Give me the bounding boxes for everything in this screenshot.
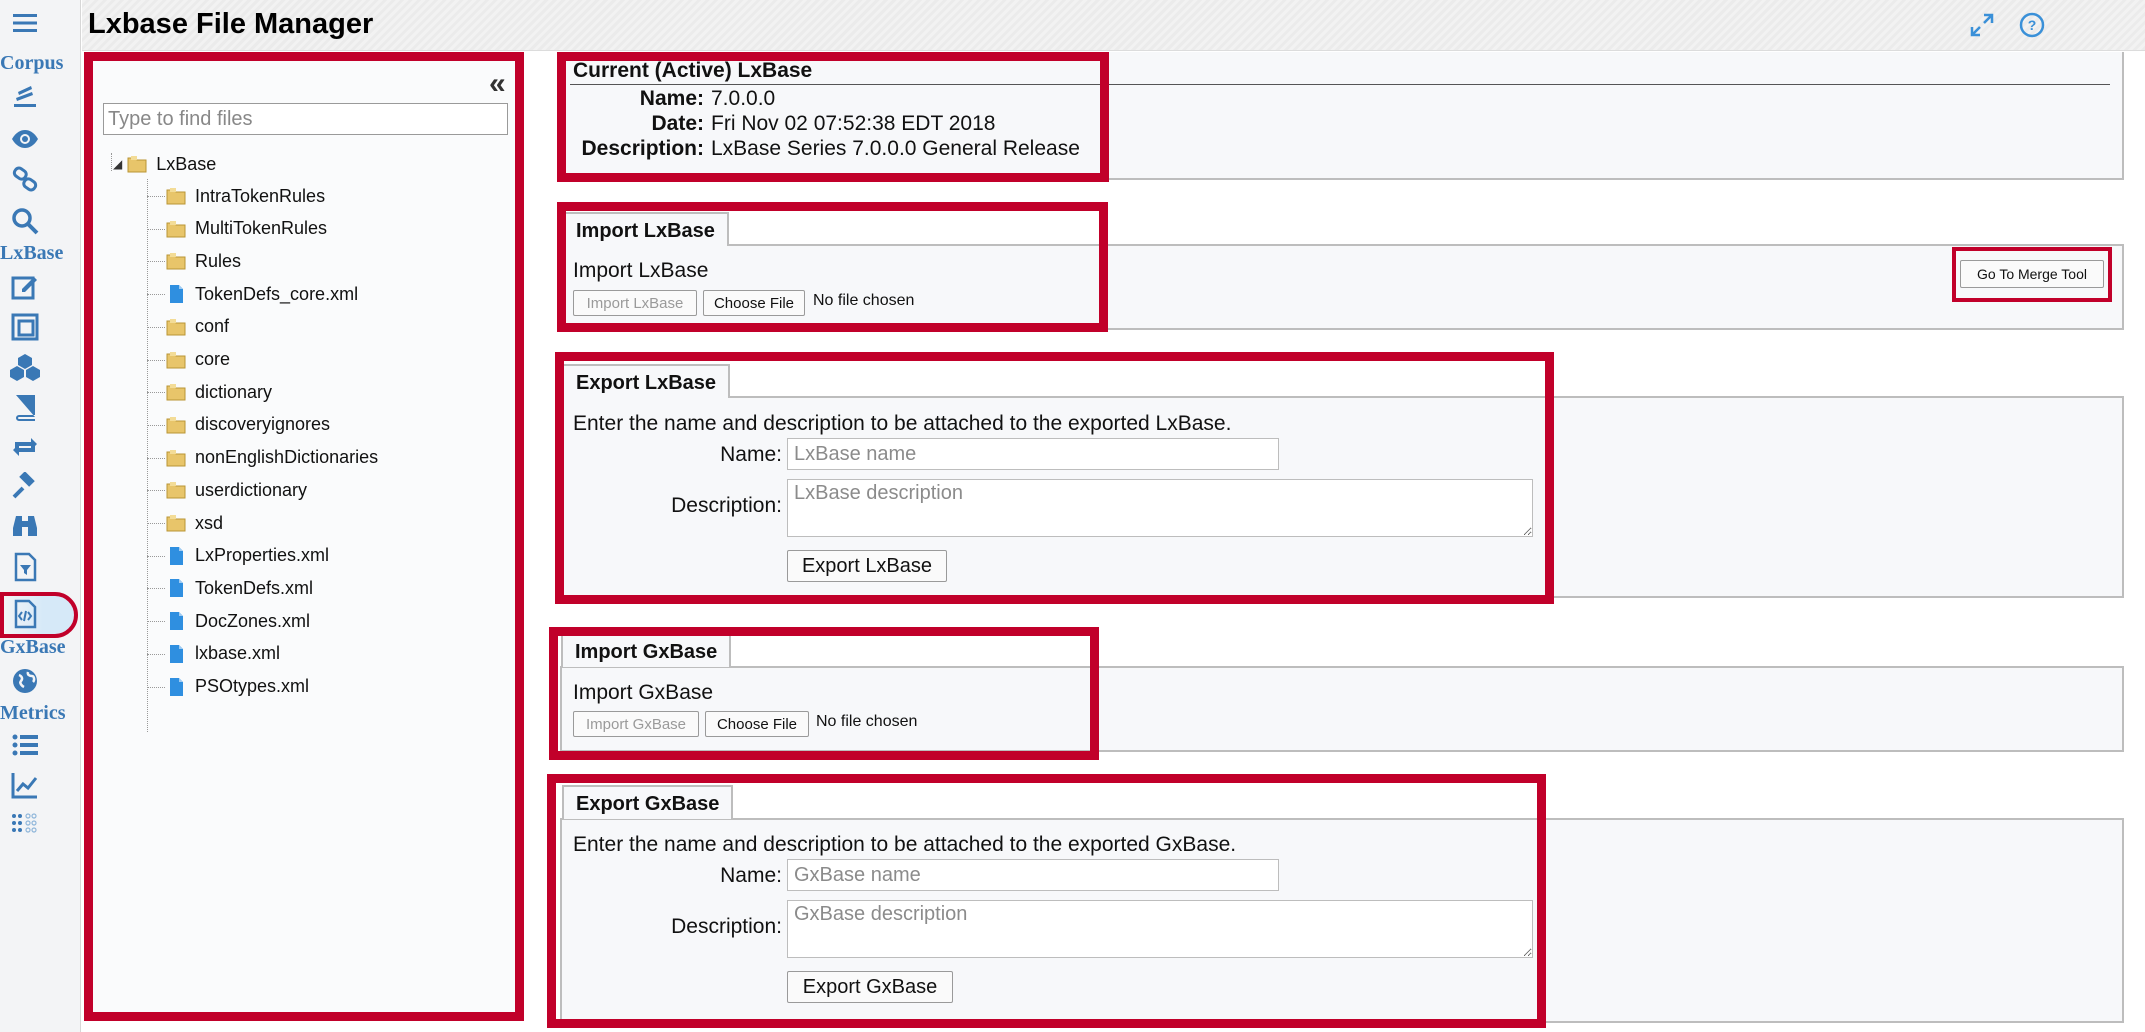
tree-item-label: conf	[195, 316, 230, 337]
tree-root-label: LxBase	[156, 153, 217, 174]
tree-connector	[147, 458, 165, 459]
collapse-triangle-icon[interactable]: ◢	[113, 157, 123, 171]
page-title: Lxbase File Manager	[88, 8, 374, 40]
import-lxbase-button[interactable]: Import LxBase	[573, 290, 697, 316]
current-lxbase-heading: Current (Active) LxBase	[573, 59, 813, 82]
export-lxbase-button[interactable]: Export LxBase	[787, 550, 947, 582]
import-lxbase-title: Import LxBase	[573, 259, 709, 282]
export-gxbase-description-label: Description:	[671, 915, 782, 938]
tree-connector	[147, 360, 165, 361]
tab-import-gxbase[interactable]: Import GxBase	[561, 633, 731, 667]
current-name-value: 7.0.0.0	[711, 87, 776, 110]
current-date-value: Fri Nov 02 07:52:38 EDT 2018	[711, 112, 996, 135]
tree-folder[interactable]	[165, 443, 378, 473]
tree-file[interactable]	[165, 639, 280, 669]
export-lxbase-name-input[interactable]	[787, 438, 1279, 470]
binoculars-icon[interactable]	[8, 510, 42, 544]
help-icon[interactable]	[2019, 12, 2045, 38]
current-description-label: Description:	[581, 137, 704, 160]
tree-item-label: xsd	[195, 512, 224, 533]
tree-connector	[147, 392, 165, 393]
tree-connector	[147, 588, 165, 589]
filter-file-icon[interactable]	[8, 550, 42, 584]
tree-folder[interactable]	[165, 345, 230, 375]
left-nav-rail	[0, 0, 81, 1032]
tree-item-label: lxbase.xml	[195, 643, 281, 664]
gxbase-file-status: No file chosen	[816, 713, 918, 730]
folder-icon	[165, 218, 187, 240]
choose-lxbase-file-button[interactable]: Choose File	[703, 290, 805, 316]
folder-icon	[165, 316, 187, 338]
export-gxbase-description-input[interactable]	[787, 900, 1533, 958]
tree-root[interactable]	[113, 149, 216, 179]
tree-item-label: Rules	[195, 250, 242, 271]
expand-icon[interactable]	[1969, 12, 1995, 38]
current-description-value: LxBase Series 7.0.0.0 General Release	[711, 137, 1080, 160]
rail-section-gxbase: GxBase	[0, 636, 66, 658]
tree-connector	[147, 229, 165, 230]
globe-icon[interactable]	[8, 664, 42, 698]
tree-item-label: MultiTokenRules	[195, 218, 328, 239]
folder-icon	[165, 479, 187, 501]
tree-item-label: LxProperties.xml	[195, 545, 330, 566]
book-icon[interactable]	[8, 390, 42, 424]
import-gxbase-title: Import GxBase	[573, 681, 714, 704]
tree-connector	[147, 327, 165, 328]
tree-folder[interactable]	[165, 377, 272, 407]
tree-file[interactable]	[165, 606, 310, 636]
go-to-merge-tool-button[interactable]: Go To Merge Tool	[1960, 260, 2104, 288]
tree-item-label: DocZones.xml	[195, 610, 311, 631]
list-icon[interactable]	[8, 728, 42, 762]
tree-connector	[147, 654, 165, 655]
file-search-input[interactable]	[103, 103, 508, 135]
tree-item-label: TokenDefs.xml	[195, 577, 314, 598]
tree-file[interactable]	[165, 573, 313, 603]
layers-icon[interactable]	[8, 310, 42, 344]
rail-section-metrics: Metrics	[0, 702, 66, 724]
tab-import-lxbase[interactable]: Import LxBase	[562, 212, 729, 246]
folder-icon	[165, 349, 187, 371]
export-gxbase-name-label: Name:	[720, 864, 782, 887]
tree-folder[interactable]	[165, 475, 307, 505]
tree-file[interactable]	[165, 672, 309, 702]
collapse-panel-icon[interactable]: «	[489, 67, 506, 100]
tree-item-label: IntraTokenRules	[195, 185, 326, 206]
export-gxbase-instructions: Enter the name and description to be attached to the exported GxBase.	[573, 833, 1237, 856]
folder-icon	[165, 414, 187, 436]
export-lxbase-description-label: Description:	[671, 494, 782, 517]
file-icon	[165, 676, 187, 698]
tree-file[interactable]	[165, 279, 358, 309]
tree-connector	[147, 196, 165, 197]
rail-section-lxbase: LxBase	[0, 242, 64, 264]
gavel-icon[interactable]	[8, 470, 42, 504]
dots-grid-icon[interactable]	[8, 808, 42, 842]
tree-connector	[111, 153, 112, 171]
export-gxbase-name-input[interactable]	[787, 859, 1279, 891]
file-icon	[165, 643, 187, 665]
file-icon	[165, 545, 187, 567]
tree-item-label: userdictionary	[195, 479, 308, 500]
file-tree-panel	[84, 52, 524, 1021]
tree-item-label: core	[195, 349, 231, 369]
folder-icon	[165, 250, 187, 272]
menu-icon[interactable]	[8, 6, 42, 40]
tree-item-label: TokenDefs_core.xml	[195, 283, 359, 304]
tab-export-lxbase[interactable]: Export LxBase	[562, 364, 730, 398]
tree-item-label: dictionary	[195, 381, 273, 402]
file-icon	[165, 577, 187, 599]
tree-folder[interactable]	[165, 181, 325, 211]
line-chart-icon[interactable]	[8, 768, 42, 802]
rail-section-corpus: Corpus	[0, 52, 64, 74]
tree-connector	[147, 523, 165, 524]
tree-folder[interactable]	[165, 214, 327, 244]
retweet-icon[interactable]	[8, 430, 42, 464]
eye-icon[interactable]	[8, 122, 42, 156]
tree-item-label: discoveryignores	[195, 414, 331, 435]
tree-connector	[147, 261, 165, 262]
svg-text:?: ?	[2027, 17, 2037, 33]
tree-folder[interactable]	[165, 508, 223, 538]
folder-icon	[126, 153, 148, 175]
tree-connector	[147, 490, 165, 491]
folder-icon	[165, 185, 187, 207]
export-lxbase-description-input[interactable]	[787, 479, 1533, 537]
lxbase-file-status: No file chosen	[813, 292, 915, 309]
code-file-icon[interactable]	[8, 597, 42, 631]
tree-item-label: nonEnglishDictionaries	[195, 447, 379, 468]
tree-connector	[147, 621, 165, 622]
stack-icon[interactable]	[8, 80, 42, 114]
current-name-label: Name:	[639, 87, 704, 110]
tree-folder[interactable]	[165, 410, 330, 440]
current-date-label: Date:	[651, 112, 704, 135]
choose-gxbase-file-button[interactable]: Choose File	[705, 711, 809, 737]
tab-export-gxbase[interactable]: Export GxBase	[562, 785, 733, 819]
search-icon[interactable]	[8, 204, 42, 238]
tree-file[interactable]	[165, 541, 329, 571]
cubes-icon[interactable]	[8, 350, 42, 384]
tree-connector	[147, 556, 165, 557]
tree-folder[interactable]	[165, 312, 229, 342]
folder-icon	[165, 447, 187, 469]
tree-folder[interactable]	[165, 246, 241, 276]
export-lxbase-highlight	[555, 352, 1554, 604]
import-gxbase-button[interactable]: Import GxBase	[573, 711, 699, 737]
folder-icon	[165, 381, 187, 403]
export-lxbase-instructions: Enter the name and description to be attached to the exported LxBase.	[573, 412, 1232, 435]
edit-icon[interactable]	[8, 270, 42, 304]
app-header	[82, 0, 2145, 51]
tree-connector	[147, 687, 165, 688]
link-icon[interactable]	[8, 162, 42, 196]
file-icon	[165, 283, 187, 305]
tree-connector	[147, 425, 165, 426]
export-gxbase-button[interactable]: Export GxBase	[787, 971, 953, 1003]
folder-icon	[165, 512, 187, 534]
export-lxbase-name-label: Name:	[720, 443, 782, 466]
file-icon	[165, 610, 187, 632]
tree-connector	[147, 294, 165, 295]
tree-item-label: PSOtypes.xml	[195, 676, 310, 696]
